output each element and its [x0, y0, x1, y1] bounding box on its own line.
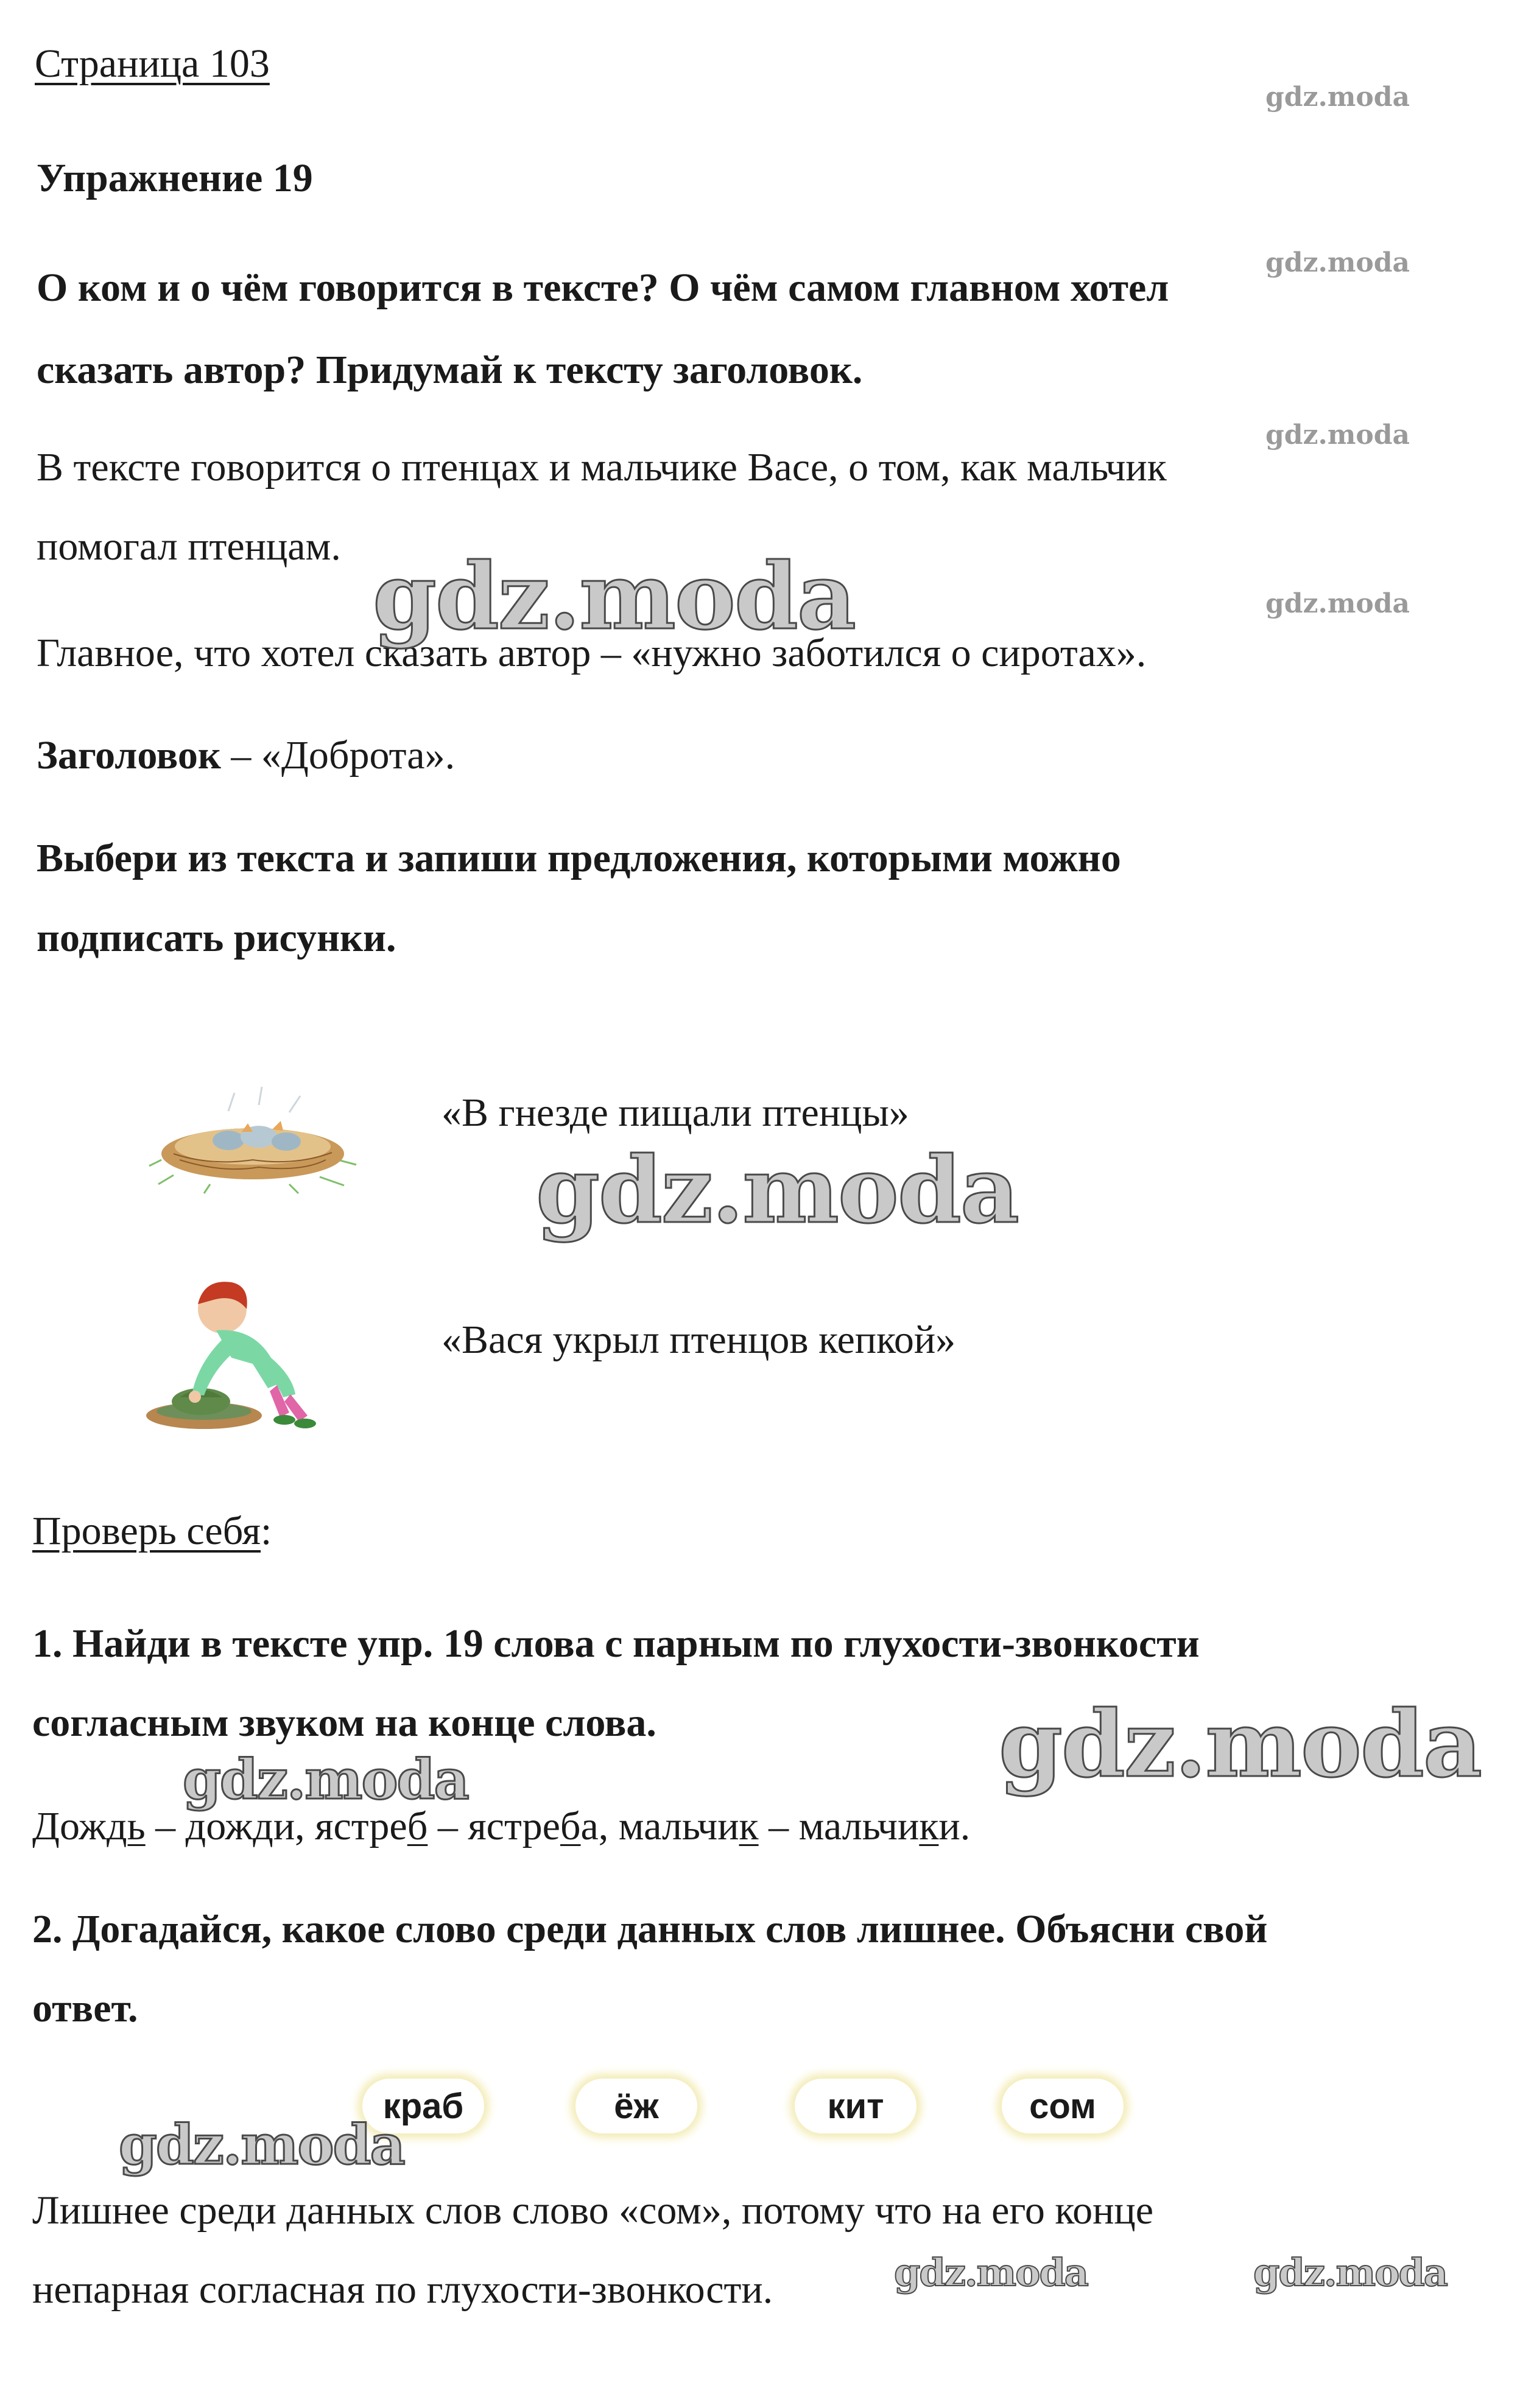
- heading-label: Заголовок: [37, 733, 221, 778]
- answer-text: и, ястре: [273, 1804, 407, 1848]
- word-bubble: сом: [1002, 2079, 1124, 2133]
- check-a2-line2: непарная согласная по глухости-звонкости.: [32, 2267, 773, 2312]
- task1-answer-line1: В тексте говорится о птенцах и мальчике Васе, о том, как мальчик: [37, 445, 1167, 490]
- underlined-letter: к: [919, 1804, 939, 1848]
- boy-covering-nest-image: [131, 1266, 338, 1437]
- watermark: gdz.moda: [894, 2250, 1088, 2295]
- check-colon: :: [261, 1509, 272, 1553]
- watermark: gdz.moda: [183, 1747, 468, 1812]
- word-bubble: краб: [362, 2079, 484, 2133]
- watermark: gdz.moda: [1265, 82, 1410, 113]
- check-q2-line2: ответ.: [32, 1986, 138, 2031]
- task1-heading: [37, 735, 455, 776]
- underlined-letter: к: [739, 1804, 759, 1848]
- check-q1-line2: согласным звуком на конце слова.: [32, 1701, 656, 1745]
- watermark: gdz.moda: [536, 1137, 1019, 1244]
- answer-text: – мальчи: [758, 1804, 920, 1848]
- check-a1: [32, 1806, 970, 1847]
- answer-text: и.: [938, 1804, 971, 1848]
- underlined-letter: дь: [106, 1804, 146, 1848]
- check-q2-line1: 2. Догадайся, какое слово среди данных слов лишнее. Объясни свой: [32, 1907, 1268, 1951]
- watermark: gdz.moda: [373, 543, 856, 650]
- watermark: gdz.moda: [1253, 2250, 1447, 2295]
- heading-value: – «Доброта».: [220, 733, 456, 778]
- answer-text: – ястре: [427, 1804, 560, 1848]
- task2-question-line1: Выбери из текста и запиши предложения, которыми можно: [37, 836, 1121, 880]
- nest-with-chicks-image: [137, 1069, 368, 1196]
- check-heading: [32, 1511, 272, 1551]
- word-bubble: ёж: [575, 2079, 697, 2133]
- watermark: gdz.moda: [1265, 247, 1410, 278]
- exercise-title: Упражнение 19: [37, 156, 313, 200]
- page-number-link[interactable]: Страница 103: [35, 41, 270, 86]
- task1-answer-line2: помогал птенцам.: [37, 524, 341, 569]
- answer-text: а, мальчи: [580, 1804, 739, 1848]
- check-q1-line1: 1. Найди в тексте упр. 19 слова с парным по глухости-звонкости: [32, 1621, 1200, 1666]
- underlined-letter: б: [407, 1804, 428, 1848]
- task1-main-idea: Главное, что хотел сказать автор – «нужно заботился о сиротах».: [37, 631, 1147, 675]
- underlined-letter: б: [560, 1804, 581, 1848]
- watermark: gdz.moda: [1265, 419, 1410, 451]
- answer-text: – дож: [145, 1804, 253, 1848]
- underlined-letter: д: [253, 1804, 273, 1848]
- caption-2: «Вася укрыл птенцов кепкой»: [442, 1318, 956, 1362]
- watermark: gdz.moda: [999, 1691, 1482, 1798]
- task1-question-line2: сказать автор? Придумай к тексту заголовок.: [37, 348, 863, 392]
- task2-question-line2: подписать рисунки.: [37, 916, 396, 960]
- caption-1: «В гнезде пищали птенцы»: [442, 1090, 909, 1135]
- watermark: gdz.moda: [119, 2113, 404, 2177]
- watermark: gdz.moda: [1265, 588, 1410, 619]
- task1-question-line1: О ком и о чём говорится в тексте? О чём самом главном хотел: [37, 265, 1169, 310]
- answer-text: Дож: [32, 1804, 107, 1848]
- word-bubble: кит: [795, 2079, 917, 2133]
- check-a2-line1: Лишнее среди данных слов слово «сом», потому что на его конце: [32, 2188, 1154, 2233]
- check-label-link[interactable]: Проверь себя: [32, 1509, 261, 1553]
